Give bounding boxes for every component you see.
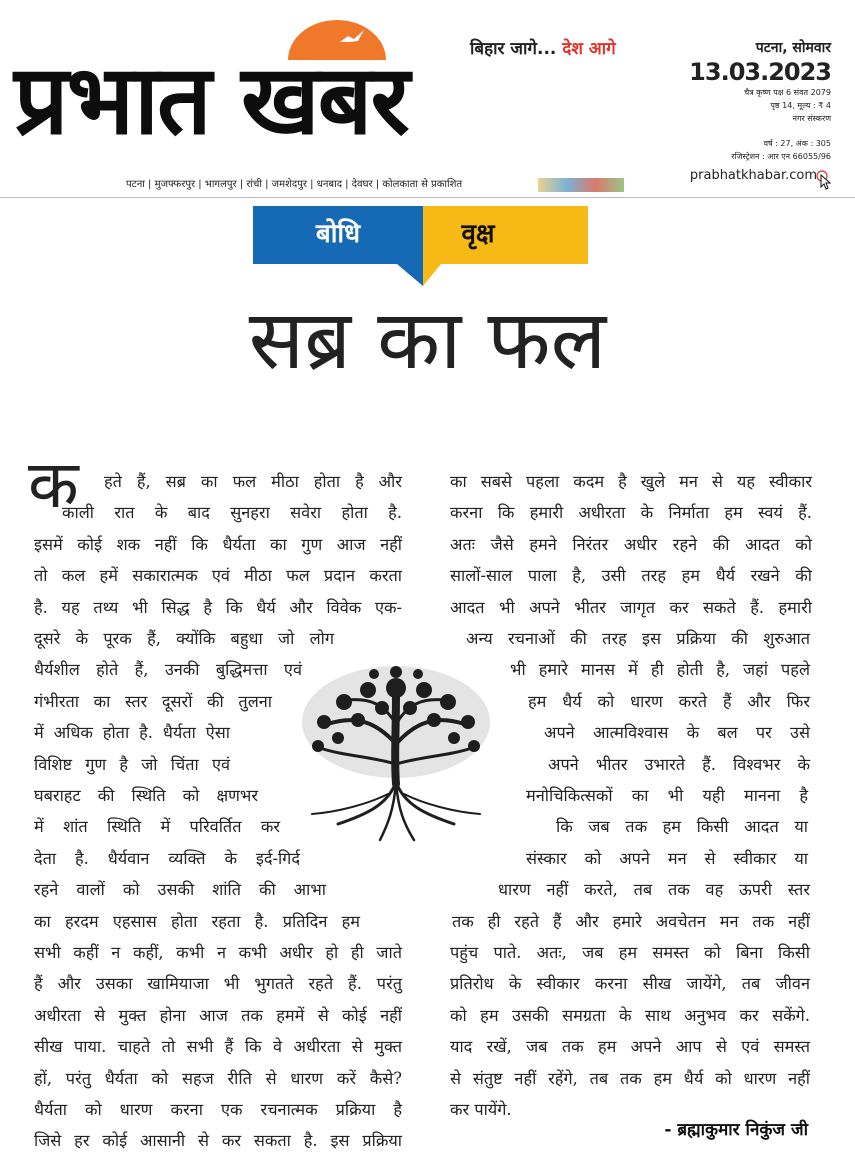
issue-date: 13.03.2023 — [689, 58, 831, 86]
newspaper-thumbnail — [538, 178, 624, 192]
editions-list: पटना | मुजफ्फरपुर | भागलपुर | रांची | जमशेदपुर | धनबाद | देवघर | कोलकाता से प्रकाशित — [126, 179, 463, 190]
text-line: करना कि हमारी अधीरता के निर्माता हम स्वयं हैं. — [450, 503, 812, 523]
tagline-part-1: बिहार जागे... — [470, 39, 557, 59]
text-line: इसमें कोई शक नहीं कि धैर्यता का गुण आज नहीं — [34, 534, 402, 554]
speech-tail-icon — [397, 264, 441, 286]
text-line: तक ही रहते हैं और हमारे अवचेतन मन तक नहीं — [452, 911, 810, 931]
text-line: भी हमारे मानस में ही होती है, जहां पहले — [510, 660, 810, 680]
text-line: प्रतिरोध के स्वीकार करना सीख जायेंगे, तब जीवन — [450, 974, 810, 994]
text-line: धारण नहीं करते, तब तक वह ऊपरी स्तर — [498, 880, 810, 900]
text-line: सीख पाया. चाहते तो सभी हैं कि वे अधीरता से मुक्त — [34, 1037, 402, 1057]
text-line: अपने आत्मविश्वास के बल पर उसे — [544, 723, 810, 743]
text-line: हों, परंतु धैर्यता को सहज रीति से धारण करें कैसे? — [34, 1068, 402, 1088]
section-label-vriksh: वृक्ष — [461, 219, 495, 249]
text-line: अधीरता से मुक्त होना आज तक हममें से कोई नहीं — [34, 1005, 402, 1025]
text-line: घबराहट की स्थिति को क्षणभर — [34, 786, 258, 805]
text-line: सभी कहीं न कहीं, कभी न कभी अधीर हो ही जाते — [34, 943, 402, 962]
newspaper-logo[interactable]: प्रभात खबर — [14, 44, 408, 156]
text-line: देता है. धैर्यवान व्यक्ति के इर्द-गिर्द — [34, 848, 300, 868]
text-line: पहुंच पाते. अतः, जब हम समस्त को बिना किसी — [450, 943, 810, 962]
volume-issue: वर्ष : 27, अंक : 305 — [763, 139, 831, 148]
text-line: अतः जैसे हमने निरंतर अधीर रहने की आदत को — [450, 534, 812, 554]
text-line: सालों-साल पाला है, उसी तरह हम धैर्य रखने की — [450, 566, 812, 586]
text-line: में अधिक होता है. धैर्यता ऐसा — [34, 723, 230, 743]
website-link[interactable]: prabhatkhabar.com — [689, 168, 817, 183]
text-line: कि जब तक हम किसी आदत या — [556, 817, 808, 837]
text-line: दूसरे के पूरक हैं, क्योंकि बहुधा जो लोग — [34, 629, 334, 648]
city-day: पटना, सोमवार — [755, 40, 831, 56]
edition: नगर संस्करण — [792, 114, 831, 123]
text-line: हैं और उसका खामियाजा भी भुगतते रहते हैं. परंतु — [34, 974, 402, 994]
text-line: अपने भीतर उभारते हैं. विश्वभर के — [548, 754, 810, 774]
page-price: पृष्ठ 14, मूल्य : ₹ 4 — [770, 101, 831, 110]
text-line: गंभीरता का स्तर दूसरों की तुलना — [34, 691, 272, 711]
tagline-part-2: देश आगे — [562, 39, 616, 59]
text-line: कर पायेंगे. — [450, 1100, 512, 1119]
text-line: को हम उसकी समग्रता के साथ अनुभव कर सकेंगे. — [450, 1005, 810, 1025]
text-line: जिसे हर कोई आसानी से कर सकता है. इस प्रक्रिया — [34, 1131, 402, 1151]
text-line: हम धैर्य को धारण करते हैं और फिर — [528, 691, 810, 711]
masthead-divider — [0, 197, 855, 198]
tithi: चैत्र कृष्ण पक्ष 6 संवत 2079 — [744, 88, 831, 97]
cursor-click-icon — [816, 170, 832, 190]
text-line: याद रखें, जब तक हम अपने आप से एवं समस्त — [450, 1037, 810, 1057]
text-line: धैर्यता को धारण करना एक रचनात्मक प्रक्रिया है — [34, 1100, 402, 1119]
text-line: काली रात के बाद सुनहरा सवेरा होता है. — [62, 503, 402, 523]
text-line: धैर्यशील होते हैं, उनकी बुद्धिमत्ता एवं — [34, 660, 302, 680]
text-line: मनोचिकित्सकों का भी यही मानना है — [526, 786, 808, 805]
text-line: से संतुष्ट नहीं रहेंगे, तब तक हम धैर्य को धारण नहीं — [450, 1068, 810, 1088]
article-headline: सब्र का फल — [248, 293, 607, 388]
text-line: का हरदम एहसास होता रहता है. प्रतिदिन हम — [34, 911, 360, 931]
text-line: आदत भी अपने भीतर जागृत कर सकते हैं. हमारी — [450, 597, 812, 617]
text-line: विशिष्ट गुण है जो चिंता एवं — [34, 754, 230, 774]
text-line: तो कल हमें सकारात्मक एवं मीठा फल प्रदान करता — [34, 566, 402, 586]
registration: रजिस्ट्रेशन : आर एन 66055/96 — [731, 152, 831, 161]
text-line: संस्कार को अपने मन से स्वीकार या — [526, 848, 808, 868]
text-line: का सबसे पहला कदम है खुले मन से यह स्वीकार — [450, 472, 812, 491]
drop-cap: क — [28, 446, 79, 523]
section-label-bodhi: बोधि — [315, 219, 361, 249]
text-line: रहने वालों को उसकी शांति की आभा — [34, 880, 326, 900]
text-line: अन्य रचनाओं की तरह इस प्रक्रिया की शुरुआत — [466, 629, 810, 648]
tagline — [470, 36, 616, 59]
tree-illustration-icon — [298, 664, 494, 844]
article-byline: - ब्रह्माकुमार निकुंज जी — [664, 1120, 808, 1140]
text-line: है. यह तथ्य भी सिद्ध है कि धैर्य और विवेक एक- — [34, 597, 402, 617]
text-line: में शांत स्थिति में परिवर्तित कर — [34, 817, 280, 837]
text-line: हते हैं, सब्र का फल मीठा होता है और — [104, 472, 402, 491]
